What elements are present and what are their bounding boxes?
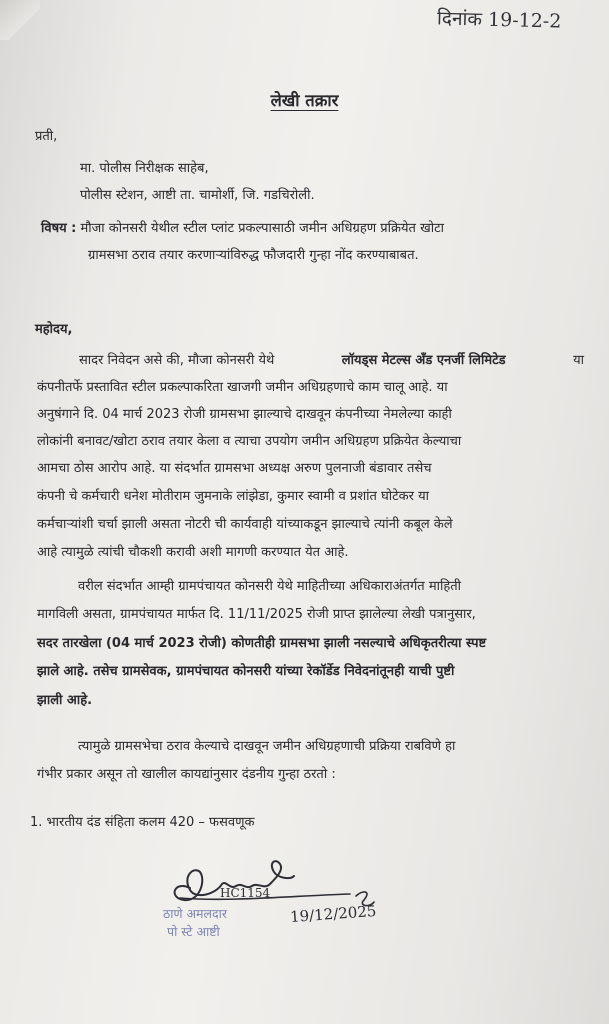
- folded-corner: [0, 0, 40, 40]
- para3-line-2: गंभीर प्रकार असून तो खालील कायद्यांनुसार दंडनीय गुन्हा ठरतो :: [37, 767, 336, 782]
- para2-line-4: झाले आहे. तसेच ग्रामसेवक, ग्रामपंचायत कोनसरी यांच्या रेकॉर्डेड निवेदनांतूनही याची पुष्टी: [37, 664, 455, 679]
- subject-label: विषय :: [41, 221, 77, 236]
- stamp-line-2: पो स्टे आष्टी: [167, 924, 220, 939]
- para1-line-1: सादर निवेदन असे की, मौजा कोनसरी येथे लॉयड्स मेटल्स अँड एनर्जी लिमिटेड या: [79, 353, 584, 368]
- para2-line-3: सदर तारखेला (04 मार्च 2023 रोजी) कोणतीही ग्रामसभा झाली नसल्याचे अधिकृतरीत्या स्पष्ट: [37, 636, 487, 651]
- stamp-line-1: ठाणे अमलदार: [163, 906, 227, 921]
- to-label: प्रती,: [35, 129, 58, 144]
- salutation: महोदय,: [35, 322, 73, 337]
- para1-line-5: आमचा ठोस आरोप आहे. या संदर्भात ग्रामसभा अध्यक्ष अरुण पुलनाजी बंडावार तसेच: [37, 461, 432, 476]
- list-item-1: 1. भारतीय दंड संहिता कलम 420 – फसवणूक: [30, 815, 255, 830]
- document-title: लेखी तक्रार: [270, 91, 339, 110]
- subject-line-1: विषय : मौजा कोनसरी येथील स्टील प्लांट प्रकल्पासाठी जमीन अधिग्रहण प्रक्रियेत खोटा: [41, 221, 445, 236]
- signature-code: HC1154: [220, 886, 271, 900]
- para1-line-7: कर्मचाऱ्यांशी चर्चा झाली असता नोटरी ची कार्यवाही यांच्याकडून झाल्याचे त्यांनी कबूल केले: [37, 517, 453, 532]
- para2-line-1: वरील संदर्भात आम्ही ग्रामपंचायत कोनसरी येथे माहितीच्या अधिकाराअंतर्गत माहिती: [78, 579, 462, 594]
- para2-line-2: मागविली असता, ग्रामपंचायत मार्फत दि. 11/11/2025 रोजी प्राप्त झालेल्या लेखी पत्रानुसार,: [37, 607, 476, 622]
- company-name: लॉयड्स मेटल्स अँड एनर्जी लिमिटेड: [341, 353, 506, 368]
- para3-line-1: त्यामुळे ग्रामसभेचा ठराव केल्याचे दाखवून जमीन अधिग्रहणाची प्रक्रिया राबविणे हा: [78, 739, 456, 754]
- para2-line-5: झाली आहे.: [37, 693, 93, 708]
- para1-line-3: अनुषंगाने दि. 04 मार्च 2023 रोजी ग्रामसभा झाल्याचे दाखवून कंपनीच्या नेमलेल्या काही: [37, 407, 452, 422]
- para1-line-6: कंपनी चे कर्मचारी धनेश मोतीराम जुमनाके लांझेडा, कुमार स्वामी व प्रशांत घोटेकर या: [37, 489, 430, 504]
- addressee-line-2: पोलीस स्टेशन, आष्टी ता. चामोर्शी, जि. गडचिरोली.: [80, 188, 315, 203]
- para1-line-8: आहे त्यामुळे त्यांची चौकशी करावी अशी मागणी करण्यात येत आहे.: [37, 545, 349, 560]
- addressee-line-1: मा. पोलीस निरीक्षक साहेब,: [80, 161, 209, 176]
- handwritten-date: दिनांक 19-12-2: [436, 7, 562, 33]
- subject-line-2: ग्रामसभा ठराव तयार करणाऱ्यांविरुद्ध फौजदारी गुन्हा नोंद करण्याबाबत.: [88, 248, 419, 263]
- para1-line-4: लोकांनी बनावट/खोटा ठराव तयार केला व त्याचा उपयोग जमीन अधिग्रहण प्रक्रियेत केल्याचा: [37, 434, 462, 449]
- signed-date: 19/12/2025: [289, 902, 377, 926]
- para1-line-2: कंपनीतर्फे प्रस्तावित स्टील प्रकल्पाकरिता खाजगी जमीन अधिग्रहणाचे काम चालू आहे. या: [37, 380, 448, 395]
